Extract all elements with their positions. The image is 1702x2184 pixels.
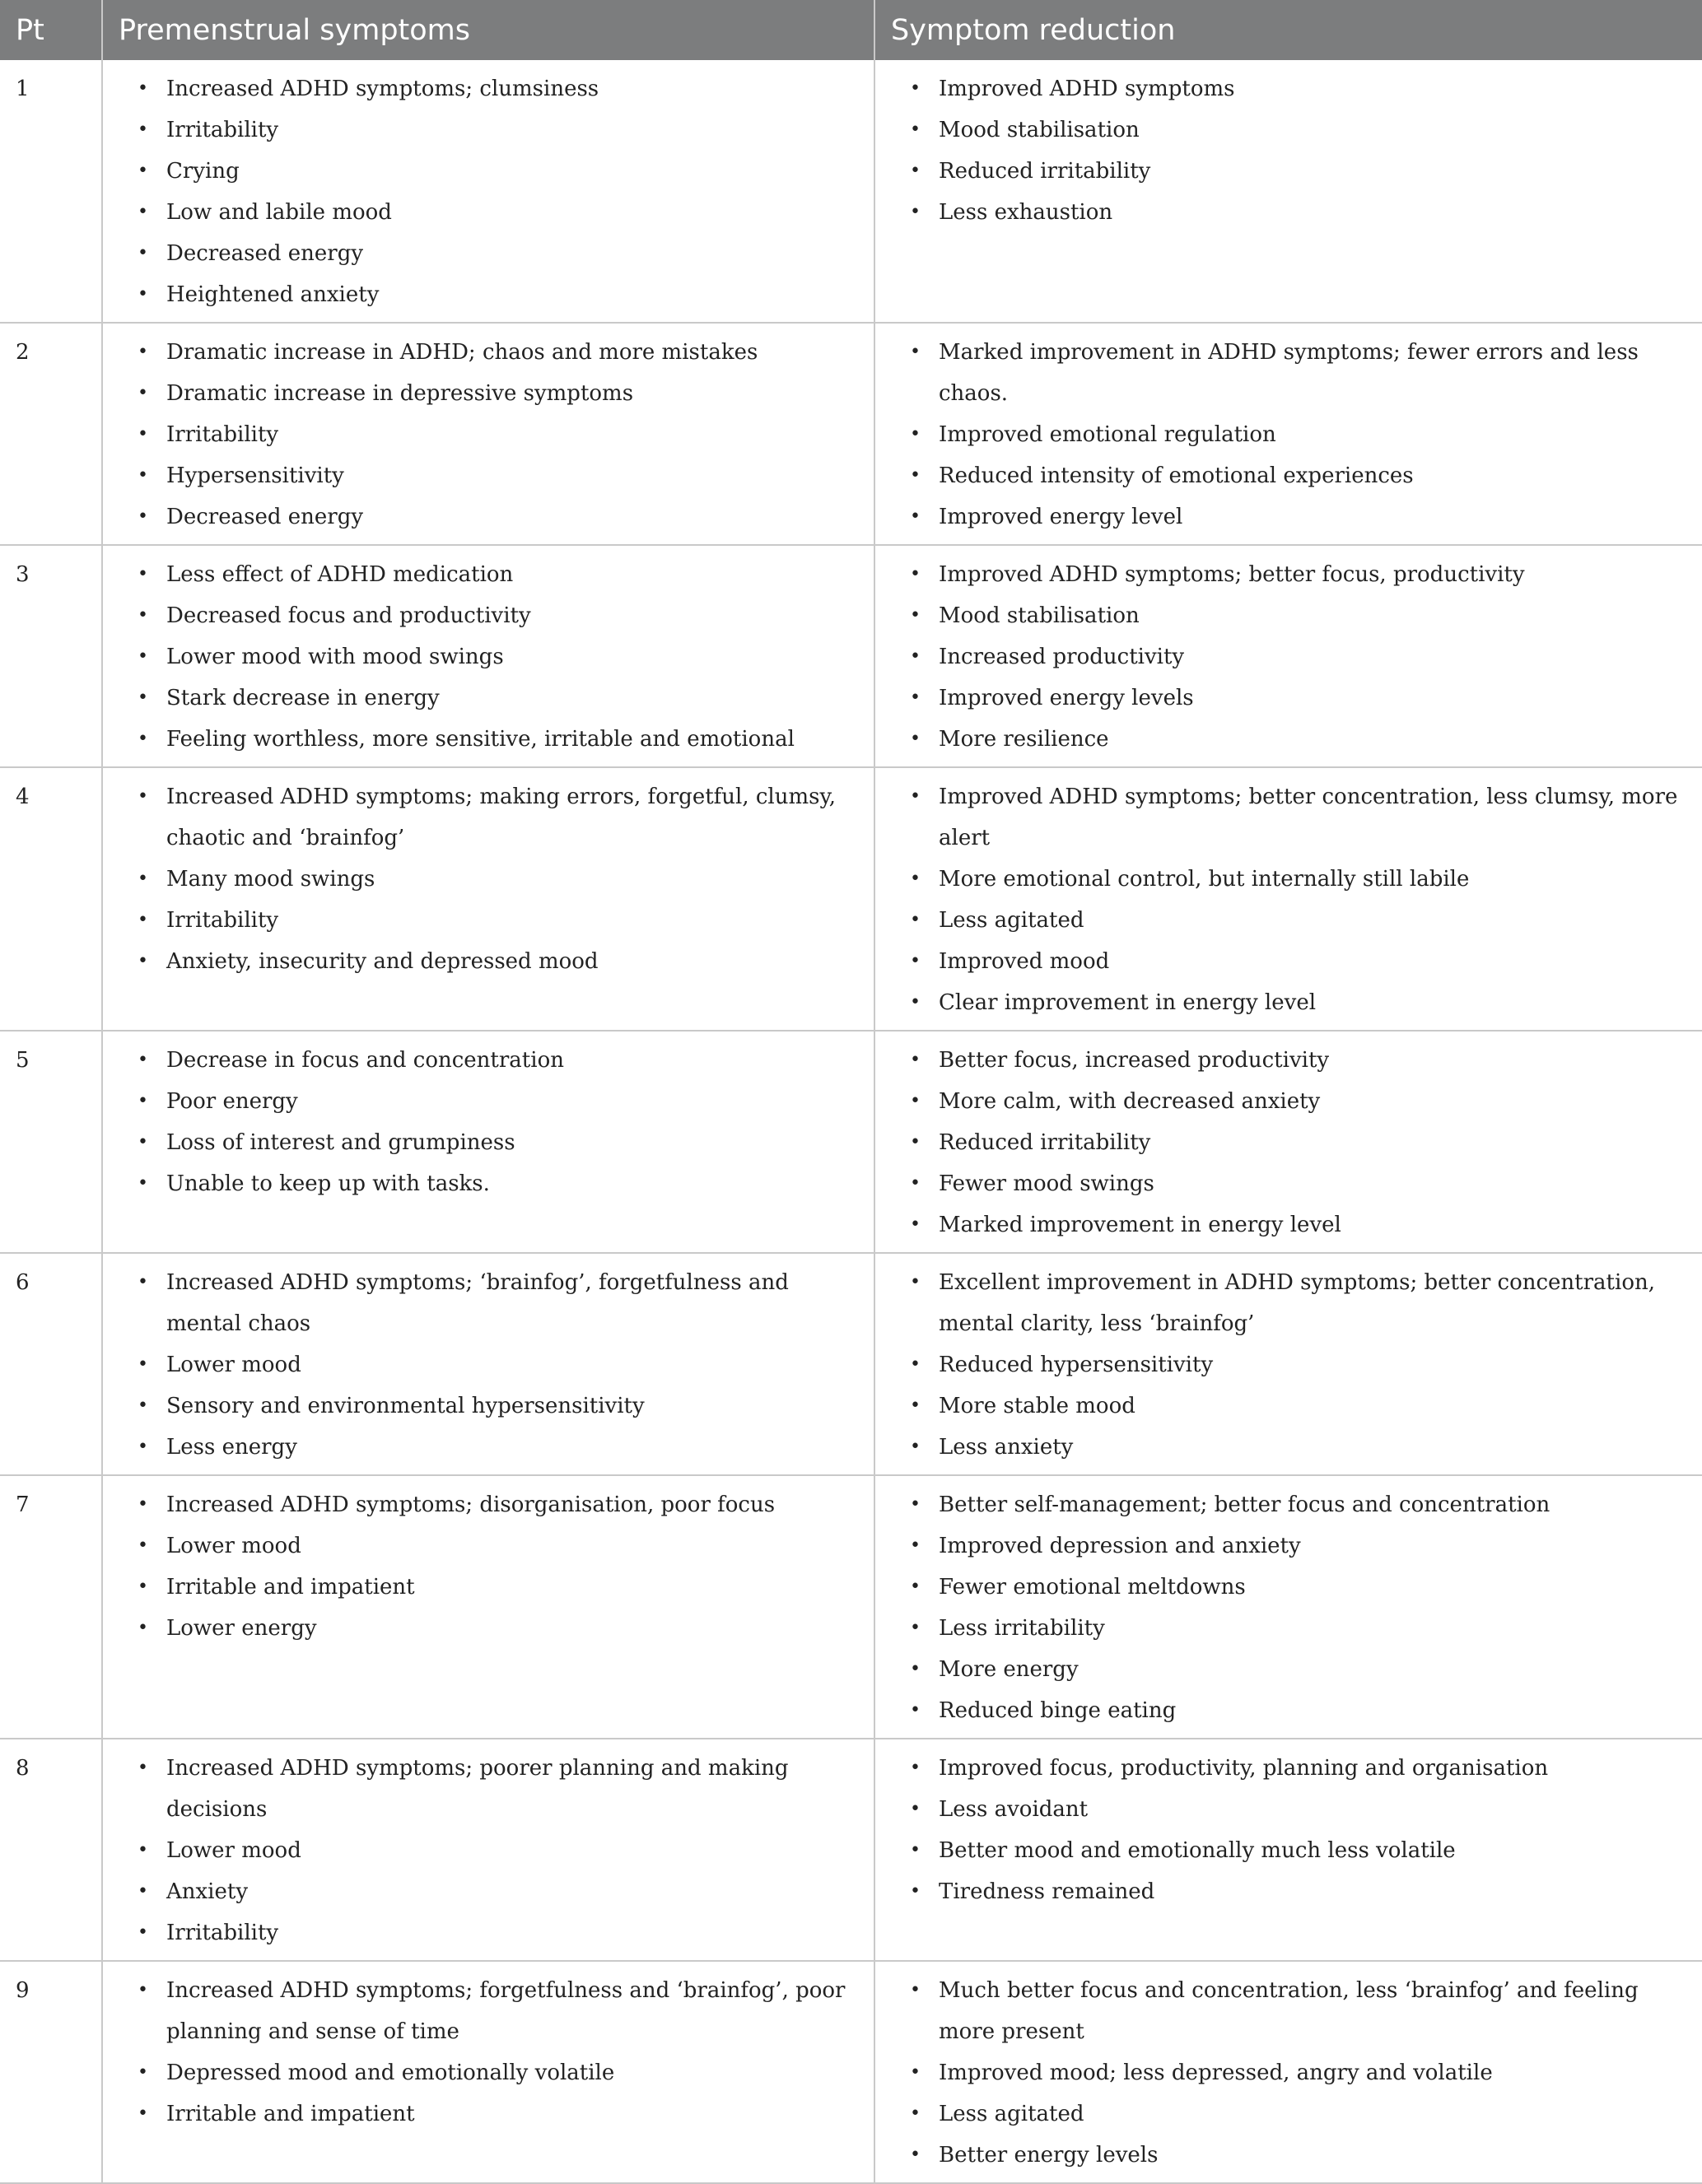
table-row bbox=[0, 767, 1702, 1031]
premenstrual-symptom-item: • Dramatic increase in depressive symptoms bbox=[119, 373, 859, 414]
premenstrual-symptom-item: • Increased ADHD symptoms; disorganisation, poor focus bbox=[119, 1484, 859, 1525]
symptom-reduction-item: • Marked improvement in energy level bbox=[891, 1204, 1687, 1246]
symptom-reduction-item: • Excellent improvement in ADHD symptoms; better concentration, mental clarity, less ‘brainfog’ bbox=[891, 1262, 1687, 1344]
bullet-list bbox=[891, 332, 1687, 538]
premenstrual-symptoms-cell bbox=[102, 323, 874, 545]
premenstrual-symptoms-cell bbox=[102, 1475, 874, 1739]
header-row bbox=[0, 0, 1702, 60]
premenstrual-symptom-item: • Dramatic increase in ADHD; chaos and more mistakes bbox=[119, 332, 859, 373]
premenstrual-symptoms-cell bbox=[102, 1031, 874, 1253]
symptom-reduction-item: • Improved ADHD symptoms; better focus, productivity bbox=[891, 554, 1687, 595]
symptom-reduction-item: • More energy bbox=[891, 1649, 1687, 1690]
symptom-reduction-cell bbox=[874, 1031, 1702, 1253]
premenstrual-symptom-item: • Lower mood bbox=[119, 1525, 859, 1567]
premenstrual-symptoms-cell bbox=[102, 1739, 874, 1961]
premenstrual-symptom-item: • Heightened anxiety bbox=[119, 274, 859, 315]
bullet-list bbox=[891, 776, 1687, 1023]
symptom-reduction-item: • Reduced hypersensitivity bbox=[891, 1344, 1687, 1385]
premenstrual-symptom-item: • Decreased focus and productivity bbox=[119, 595, 859, 636]
premenstrual-symptom-item: • Lower energy bbox=[119, 1608, 859, 1649]
patient-number: 7 bbox=[0, 1475, 102, 1739]
symptom-reduction-item: • Improved depression and anxiety bbox=[891, 1525, 1687, 1567]
symptom-reduction-item: • More resilience bbox=[891, 719, 1687, 760]
premenstrual-symptom-item: • Less effect of ADHD medication bbox=[119, 554, 859, 595]
symptom-reduction-item: • Less avoidant bbox=[891, 1789, 1687, 1830]
bullet-list bbox=[891, 1484, 1687, 1731]
bullet-list bbox=[119, 1040, 859, 1204]
patient-number: 9 bbox=[0, 1961, 102, 2183]
premenstrual-symptom-item: • Irritability bbox=[119, 109, 859, 151]
bullet-list bbox=[119, 332, 859, 538]
patient-number: 2 bbox=[0, 323, 102, 545]
symptom-reduction-item: • Mood stabilisation bbox=[891, 109, 1687, 151]
premenstrual-symptom-item: • Poor energy bbox=[119, 1081, 859, 1122]
symptom-reduction-cell bbox=[874, 60, 1702, 323]
symptom-reduction-item: • Fewer mood swings bbox=[891, 1163, 1687, 1204]
bullet-list bbox=[119, 1748, 859, 1953]
symptom-reduction-item: • Improved mood; less depressed, angry and volatile bbox=[891, 2052, 1687, 2093]
symptom-reduction-item: • Clear improvement in energy level bbox=[891, 982, 1687, 1023]
symptom-reduction-item: • Improved mood bbox=[891, 941, 1687, 982]
patient-number: 1 bbox=[0, 60, 102, 323]
table-row bbox=[0, 1961, 1702, 2183]
bullet-list bbox=[891, 554, 1687, 760]
symptom-reduction-cell bbox=[874, 1739, 1702, 1961]
premenstrual-symptom-item: • Anxiety, insecurity and depressed mood bbox=[119, 941, 859, 982]
symptom-reduction-cell bbox=[874, 1253, 1702, 1475]
premenstrual-symptom-item: • Less energy bbox=[119, 1427, 859, 1468]
symptom-reduction-item: • Better self-management; better focus and concentration bbox=[891, 1484, 1687, 1525]
table-row bbox=[0, 1253, 1702, 1475]
premenstrual-symptoms-cell bbox=[102, 545, 874, 767]
premenstrual-symptoms-cell bbox=[102, 60, 874, 323]
premenstrual-symptoms-cell bbox=[102, 767, 874, 1031]
premenstrual-symptom-item: • Irritability bbox=[119, 414, 859, 455]
table-row bbox=[0, 545, 1702, 767]
bullet-list bbox=[891, 1970, 1687, 2176]
premenstrual-symptoms-cell bbox=[102, 1253, 874, 1475]
bullet-list bbox=[891, 1262, 1687, 1468]
premenstrual-symptom-item: • Unable to keep up with tasks. bbox=[119, 1163, 859, 1204]
symptom-reduction-item: • Tiredness remained bbox=[891, 1871, 1687, 1912]
symptom-reduction-cell bbox=[874, 767, 1702, 1031]
symptom-reduction-cell bbox=[874, 1475, 1702, 1739]
symptom-reduction-item: • Better focus, increased productivity bbox=[891, 1040, 1687, 1081]
table-row bbox=[0, 1739, 1702, 1961]
column-header-premenstrual: Premenstrual symptoms bbox=[102, 0, 874, 60]
symptom-reduction-item: • Improved energy level bbox=[891, 496, 1687, 538]
symptom-reduction-item: • Improved focus, productivity, planning and organisation bbox=[891, 1748, 1687, 1789]
premenstrual-symptom-item: • Irritable and impatient bbox=[119, 2093, 859, 2135]
symptom-reduction-item: • Fewer emotional meltdowns bbox=[891, 1567, 1687, 1608]
symptom-reduction-item: • Reduced intensity of emotional experiences bbox=[891, 455, 1687, 496]
symptom-reduction-item: • Better mood and emotionally much less volatile bbox=[891, 1830, 1687, 1871]
symptom-reduction-cell bbox=[874, 1961, 1702, 2183]
symptom-reduction-item: • Better energy levels bbox=[891, 2135, 1687, 2176]
premenstrual-symptom-item: • Decrease in focus and concentration bbox=[119, 1040, 859, 1081]
patient-number: 3 bbox=[0, 545, 102, 767]
premenstrual-symptom-item: • Low and labile mood bbox=[119, 192, 859, 233]
symptom-reduction-item: • Less irritability bbox=[891, 1608, 1687, 1649]
premenstrual-symptom-item: • Hypersensitivity bbox=[119, 455, 859, 496]
symptom-reduction-item: • Improved emotional regulation bbox=[891, 414, 1687, 455]
bullet-list bbox=[119, 776, 859, 982]
symptom-reduction-item: • Increased productivity bbox=[891, 636, 1687, 678]
premenstrual-symptom-item: • Increased ADHD symptoms; forgetfulness and ‘brainfog’, poor planning and sense of time bbox=[119, 1970, 859, 2052]
premenstrual-symptom-item: • Irritability bbox=[119, 900, 859, 941]
premenstrual-symptom-item: • Increased ADHD symptoms; making errors, forgetful, clumsy, chaotic and ‘brainfog’ bbox=[119, 776, 859, 859]
premenstrual-symptom-item: • Increased ADHD symptoms; poorer planning and making decisions bbox=[119, 1748, 859, 1830]
premenstrual-symptom-item: • Irritable and impatient bbox=[119, 1567, 859, 1608]
table-row bbox=[0, 323, 1702, 545]
patient-number: 5 bbox=[0, 1031, 102, 1253]
symptom-reduction-item: • More stable mood bbox=[891, 1385, 1687, 1427]
symptom-reduction-item: • Less agitated bbox=[891, 900, 1687, 941]
premenstrual-symptom-item: • Lower mood bbox=[119, 1830, 859, 1871]
symptom-reduction-item: • More emotional control, but internally still labile bbox=[891, 859, 1687, 900]
bullet-list bbox=[119, 1970, 859, 2135]
premenstrual-symptom-item: • Depressed mood and emotionally volatile bbox=[119, 2052, 859, 2093]
premenstrual-symptom-item: • Many mood swings bbox=[119, 859, 859, 900]
column-header-reduction: Symptom reduction bbox=[874, 0, 1702, 60]
symptom-reduction-item: • Improved ADHD symptoms bbox=[891, 68, 1687, 109]
patient-number: 4 bbox=[0, 767, 102, 1031]
premenstrual-symptoms-cell bbox=[102, 1961, 874, 2183]
bullet-list bbox=[891, 1040, 1687, 1246]
bullet-list bbox=[891, 68, 1687, 233]
table-row bbox=[0, 1031, 1702, 1253]
symptom-reduction-cell bbox=[874, 323, 1702, 545]
symptom-reduction-cell bbox=[874, 545, 1702, 767]
column-header-pt: Pt bbox=[0, 0, 102, 60]
premenstrual-symptom-item: • Increased ADHD symptoms; ‘brainfog’, forgetfulness and mental chaos bbox=[119, 1262, 859, 1344]
bullet-list bbox=[891, 1748, 1687, 1912]
premenstrual-symptom-item: • Sensory and environmental hypersensitivity bbox=[119, 1385, 859, 1427]
premenstrual-symptom-item: • Feeling worthless, more sensitive, irritable and emotional bbox=[119, 719, 859, 760]
premenstrual-symptom-item: • Lower mood with mood swings bbox=[119, 636, 859, 678]
symptom-reduction-item: • Reduced binge eating bbox=[891, 1690, 1687, 1731]
table-row bbox=[0, 1475, 1702, 1739]
premenstrual-symptom-item: • Lower mood bbox=[119, 1344, 859, 1385]
premenstrual-symptom-item: • Increased ADHD symptoms; clumsiness bbox=[119, 68, 859, 109]
premenstrual-symptom-item: • Loss of interest and grumpiness bbox=[119, 1122, 859, 1163]
symptom-reduction-item: • Much better focus and concentration, less ‘brainfog’ and feeling more present bbox=[891, 1970, 1687, 2052]
symptom-reduction-item: • More calm, with decreased anxiety bbox=[891, 1081, 1687, 1122]
symptom-reduction-item: • Less exhaustion bbox=[891, 192, 1687, 233]
symptom-reduction-item: • Less anxiety bbox=[891, 1427, 1687, 1468]
premenstrual-symptom-item: • Irritability bbox=[119, 1912, 859, 1953]
symptom-reduction-item: • Less agitated bbox=[891, 2093, 1687, 2135]
symptom-reduction-item: • Reduced irritability bbox=[891, 1122, 1687, 1163]
symptom-reduction-item: • Mood stabilisation bbox=[891, 595, 1687, 636]
table-body bbox=[0, 60, 1702, 2183]
patient-number: 8 bbox=[0, 1739, 102, 1961]
symptom-reduction-item: • Improved energy levels bbox=[891, 678, 1687, 719]
premenstrual-symptom-item: • Decreased energy bbox=[119, 233, 859, 274]
premenstrual-symptom-item: • Crying bbox=[119, 151, 859, 192]
bullet-list bbox=[119, 1262, 859, 1468]
symptom-reduction-item: • Reduced irritability bbox=[891, 151, 1687, 192]
premenstrual-symptom-item: • Decreased energy bbox=[119, 496, 859, 538]
symptom-reduction-item: • Marked improvement in ADHD symptoms; fewer errors and less chaos. bbox=[891, 332, 1687, 414]
patient-number: 6 bbox=[0, 1253, 102, 1475]
table-row bbox=[0, 60, 1702, 323]
premenstrual-symptom-item: • Anxiety bbox=[119, 1871, 859, 1912]
bullet-list bbox=[119, 554, 859, 760]
bullet-list bbox=[119, 1484, 859, 1649]
symptom-reduction-item: • Improved ADHD symptoms; better concentration, less clumsy, more alert bbox=[891, 776, 1687, 859]
bullet-list bbox=[119, 68, 859, 315]
premenstrual-symptom-item: • Stark decrease in energy bbox=[119, 678, 859, 719]
